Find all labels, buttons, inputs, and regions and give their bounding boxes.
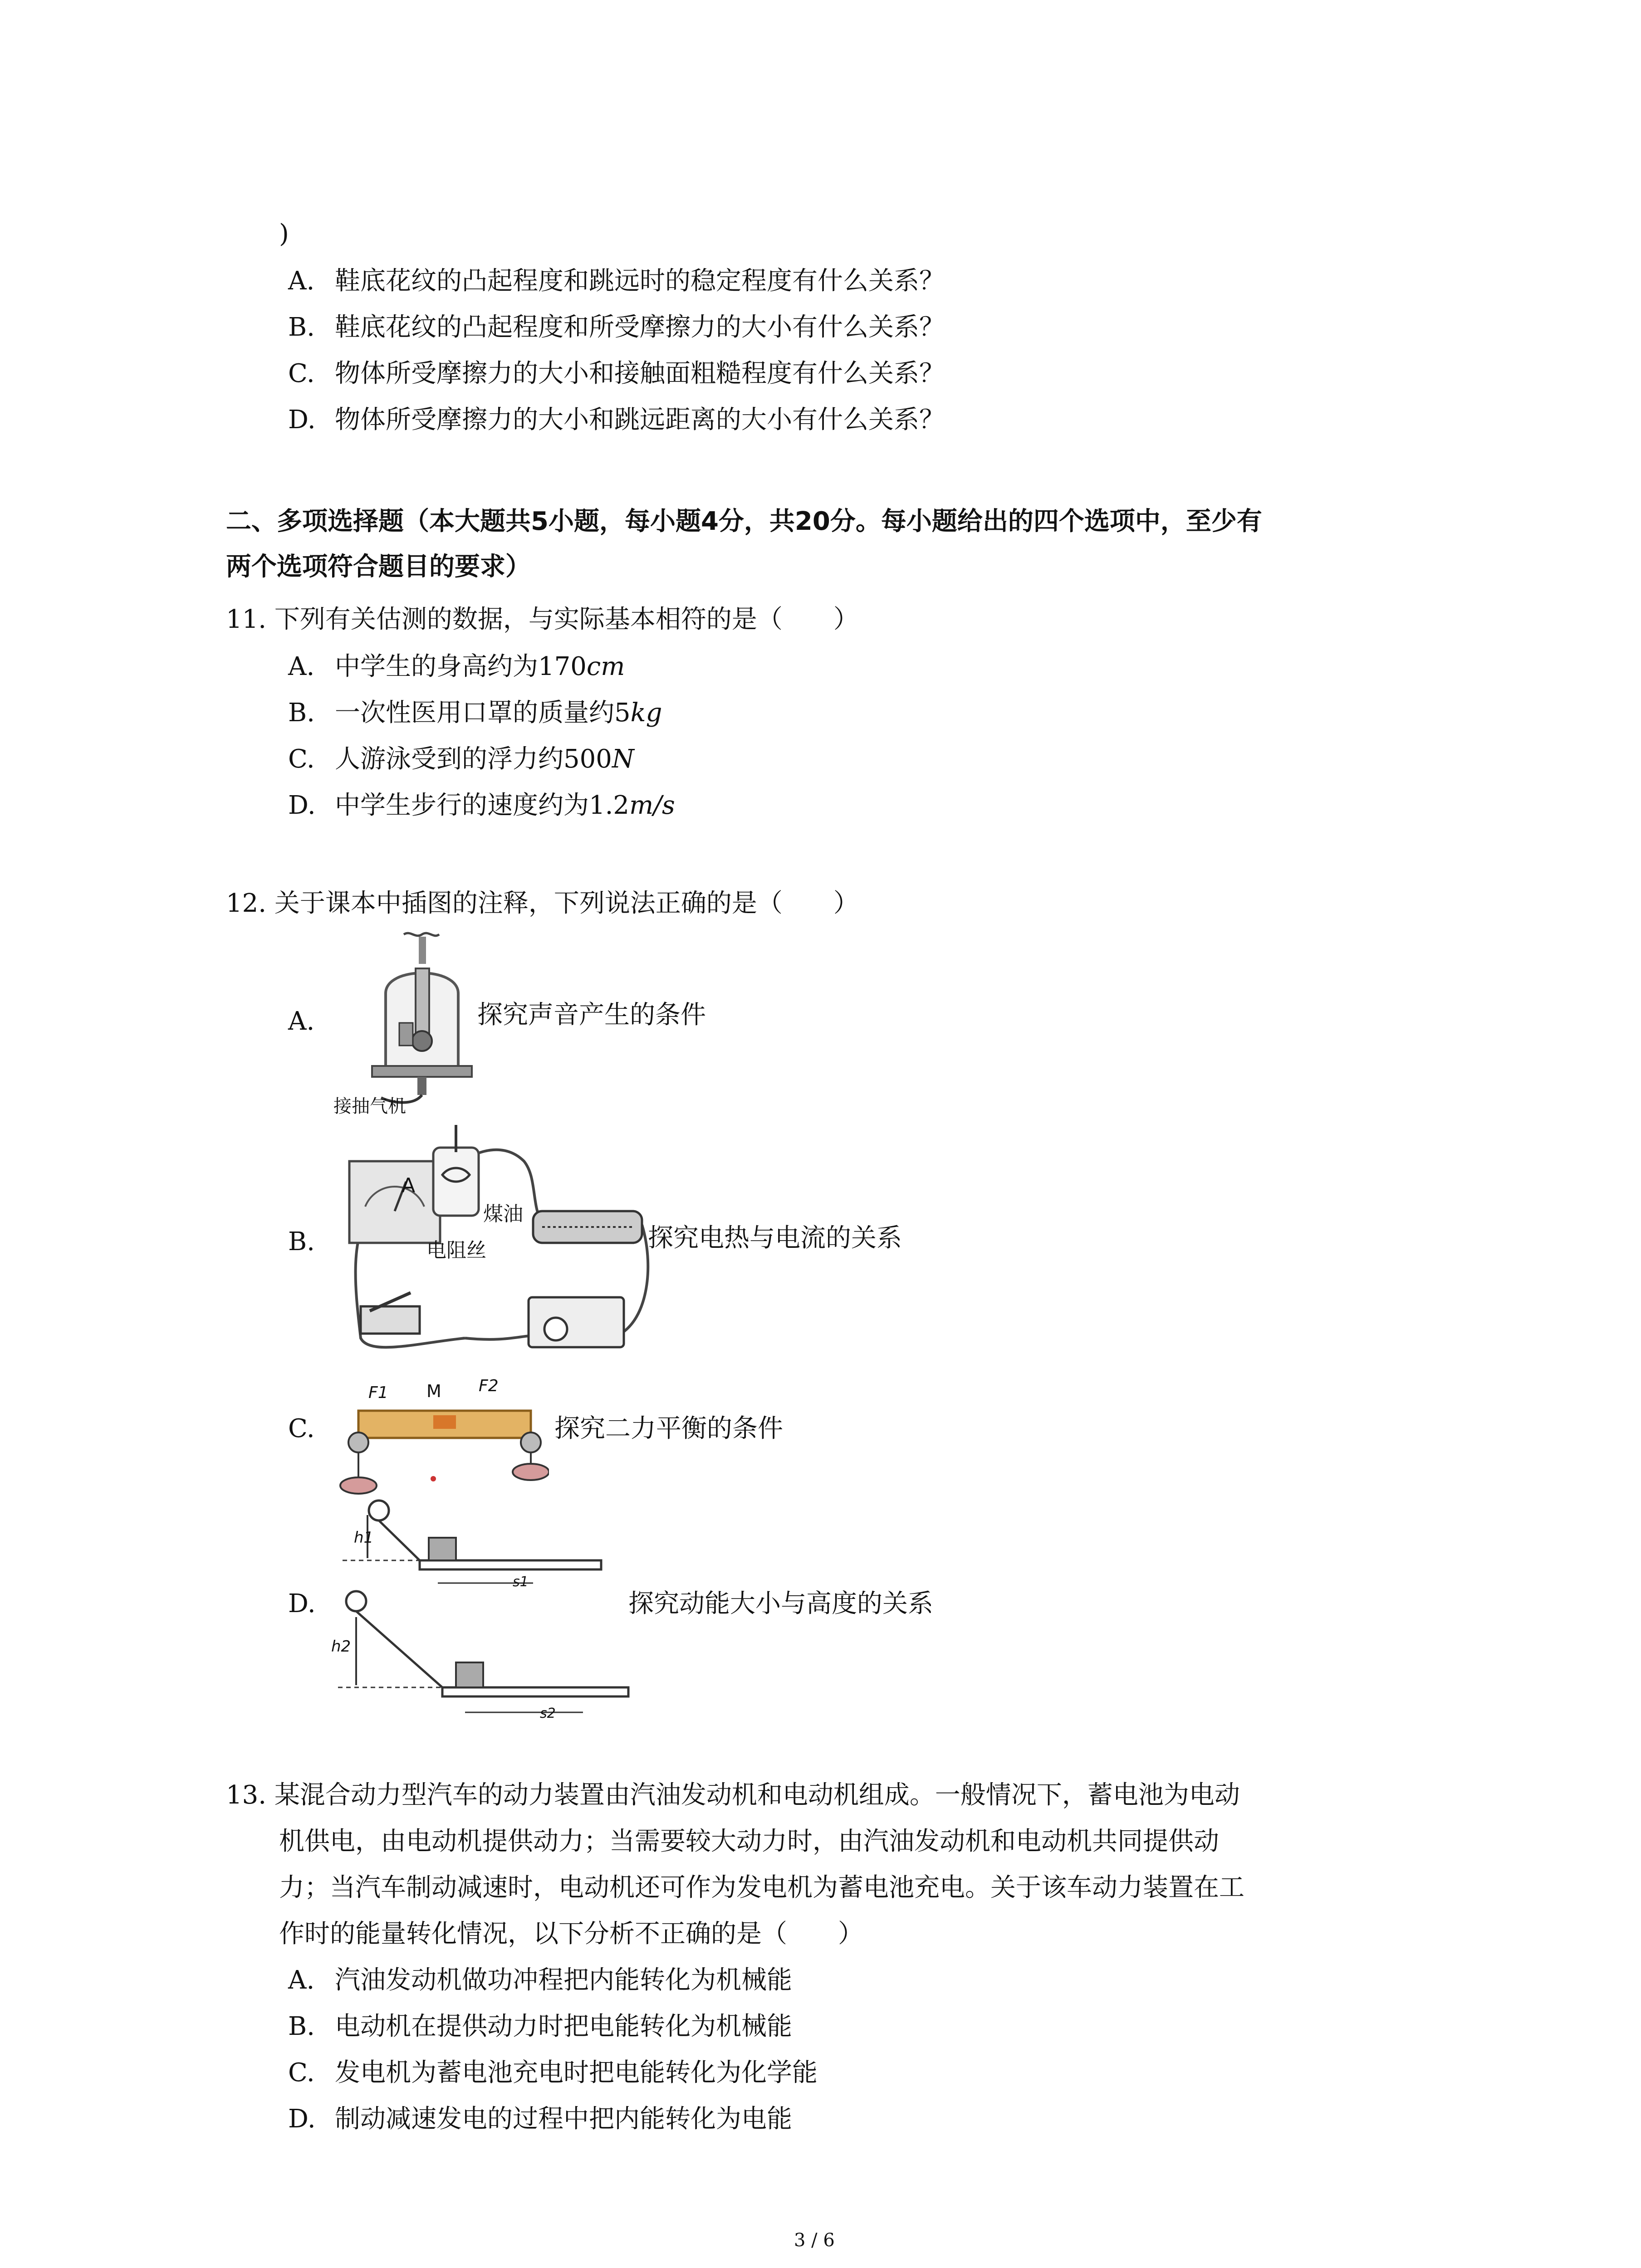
force-balance-figure	[331, 1393, 549, 1497]
q10-option-c-letter: C.	[288, 359, 315, 388]
q11-stem: 11. 下列有关估测的数据，与实际基本相符的是（ ）	[226, 605, 859, 634]
q12-option-a-caption: 探究声音产生的条件	[477, 1000, 706, 1030]
q12-option-c-letter: C.	[288, 1414, 315, 1443]
mass-m-label: M	[426, 1381, 441, 1401]
q13-option-a-text: 汽油发动机做功冲程把内能转化为机械能	[335, 1965, 792, 1995]
q11-option-a-text: 中学生的身高约为170cm	[335, 652, 625, 681]
q13-option-c-text: 发电机为蓄电池充电时把电能转化为化学能	[335, 2058, 818, 2087]
q12-option-d-letter: D.	[288, 1589, 316, 1618]
q13-stem-line2: 机供电，由电动机提供动力；当需要较大动力时，由汽油发动机和电动机共同提供动	[279, 1827, 1219, 1856]
kinetic-energy-figure	[329, 1492, 647, 1728]
q10-option-d-text: 物体所受摩擦力的大小和跳远距离的大小有什么关系？	[335, 405, 945, 435]
section-heading-line1: 二、多项选择题（本大题共5小题，每小题4分，共20分。每小题给出的四个选项中，至少有	[226, 507, 1262, 536]
height2-label: h2	[331, 1637, 351, 1656]
q12-option-a-letter: A.	[288, 1007, 315, 1036]
circuit-figure	[329, 1125, 656, 1361]
q12-option-d-caption: 探究动能大小与高度的关系	[628, 1589, 933, 1618]
q13-option-a-letter: A.	[288, 1965, 315, 1995]
q12-option-b-caption: 探究电热与电流的关系	[648, 1223, 902, 1253]
q10-option-a-letter: A.	[288, 266, 315, 296]
q13-option-b-text: 电动机在提供动力时把电能转化为机械能	[335, 2012, 792, 2041]
page-number: 3 / 6	[794, 2230, 835, 2251]
force1-label: F1	[368, 1383, 388, 1402]
height1-label: h1	[354, 1529, 374, 1547]
q13-stem-line1: 13. 某混合动力型汽车的动力装置由汽油发动机和电动机组成。一般情况下，蓄电池为电动	[226, 1780, 1240, 1810]
vacuum-pump-label: 接抽气机	[333, 1096, 406, 1117]
q11-option-d-letter: D.	[288, 791, 316, 820]
q10-option-c-text: 物体所受摩擦力的大小和接触面粗糙程度有什么关系？	[335, 359, 945, 388]
q10-option-a-text: 鞋底花纹的凸起程度和跳远时的稳定程度有什么关系？	[335, 266, 945, 296]
q13-option-d-letter: D.	[288, 2104, 316, 2134]
q11-option-d-text: 中学生步行的速度约为1.2m/s	[335, 791, 675, 820]
q13-option-d-text: 制动减速发电的过程中把内能转化为电能	[335, 2104, 792, 2134]
q12-stem: 12. 关于课本中插图的注释，下列说法正确的是（ ）	[226, 889, 859, 918]
q13-stem-line4: 作时的能量转化情况，以下分析不正确的是（ ）	[279, 1919, 863, 1949]
q13-stem-line3: 力；当汽车制动减速时，电动机还可作为发电机为蓄电池充电。关于该车动力装置在工	[279, 1873, 1244, 1902]
section-heading-line2: 两个选项符合题目的要求）	[226, 552, 531, 582]
q11-option-a-letter: A.	[288, 652, 315, 681]
distance2-label: s2	[540, 1706, 556, 1721]
q12-option-c-caption: 探究二力平衡的条件	[554, 1414, 783, 1443]
ammeter-label: A	[402, 1174, 416, 1197]
resistance-wire-label: 电阻丝	[426, 1239, 486, 1262]
q11-option-c-text: 人游泳受到的浮力约500N	[335, 744, 634, 774]
q11-option-b-text: 一次性医用口罩的质量约5kg	[335, 698, 662, 728]
q11-option-c-letter: C.	[288, 744, 315, 774]
distance1-label: s1	[513, 1574, 529, 1590]
q10-option-d-letter: D.	[288, 405, 316, 435]
q13-option-c-letter: C.	[288, 2058, 315, 2087]
q12-option-b-letter: B.	[288, 1227, 315, 1256]
q13-option-b-letter: B.	[288, 2012, 315, 2041]
bell-jar-figure	[336, 930, 481, 1116]
kerosene-label: 煤油	[483, 1202, 523, 1226]
force2-label: F2	[479, 1377, 499, 1395]
q10-closing-paren: )	[279, 219, 289, 249]
q10-option-b-letter: B.	[288, 313, 315, 342]
q10-option-b-text: 鞋底花纹的凸起程度和所受摩擦力的大小有什么关系？	[335, 313, 945, 342]
q11-option-b-letter: B.	[288, 698, 315, 728]
